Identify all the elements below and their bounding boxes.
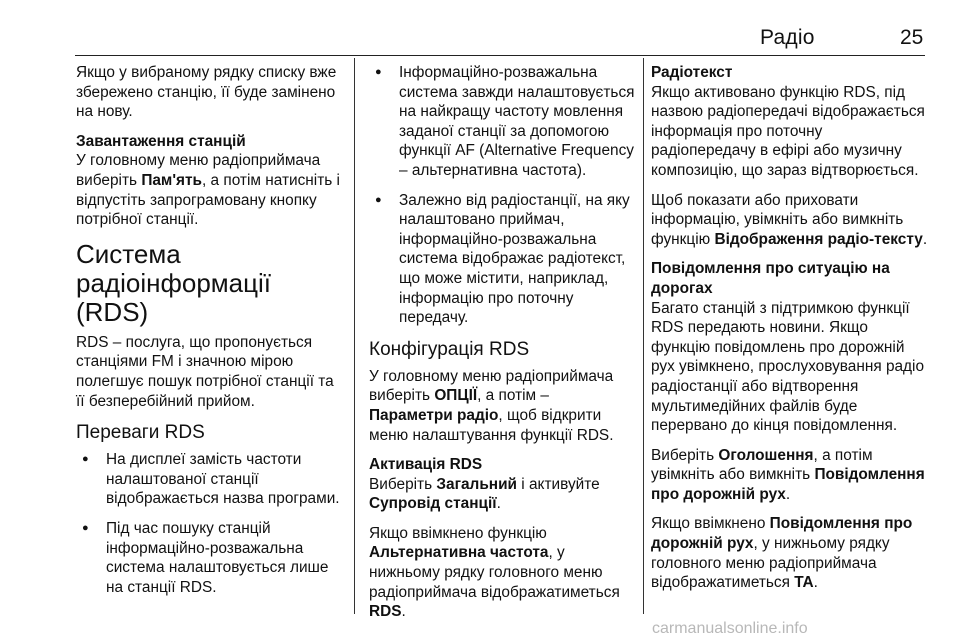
af-paragraph: Якщо ввімкнено функцію Альтернативна частота, у нижньому рядку головного меню радіоприймача відображатиметься RDS. — [369, 524, 620, 621]
list-item: ● Під час пошуку станцій інформаційно-розважальна система налаштовується лише на станції RDS. — [76, 519, 346, 597]
radiotext-section: Радіотекст Якщо активовано функцію RDS, під назвою радіопередачі відображається інформація про поточну радіопередачу в ефірі або музичну композицію, що зараз відтворюється. — [651, 63, 929, 181]
radiotext-toggle-paragraph: Щоб показати або приховати інформацію, увімкніть або вимкніть функцію Відображення радіо-тексту. — [651, 191, 928, 248]
page-header-title: Радіо — [760, 26, 815, 49]
benefits-heading: Переваги RDS — [76, 422, 205, 444]
download-stations-section: Завантаження станцій У головному меню радіоприймача виберіть Пам'ять, а потім натисніть і відпустіть запрограмовану кнопку потрібної станції. — [76, 132, 346, 230]
list-item: ● Інформаційно-розважальна система завжди налаштовується на найкращу частоту мовлення заданої станції за допомогою функції AF (Alternative Frequency – альтернативна частота). — [369, 63, 637, 181]
section-heading: Завантаження станцій — [76, 132, 246, 150]
config-heading: Конфігурація RDS — [369, 338, 530, 360]
benefits-list-continued — [369, 63, 637, 328]
benefits-list — [76, 450, 346, 597]
ta-paragraph: Якщо ввімкнено Повідомлення про дорожній рух, у нижньому рядку головного меню радіоприймача відображатиметься TA. — [651, 515, 913, 592]
column-divider — [643, 58, 644, 614]
column-divider — [354, 58, 355, 614]
column-middle — [369, 63, 637, 632]
rds-paragraph: RDS – послуга, що пропонується станціями FM і значною мірою полегшує пошук потрібної станції та її безперебійний прийом. — [76, 333, 334, 410]
column-right — [651, 63, 929, 603]
config-paragraph: У головному меню радіоприймача виберіть ОПЦІЇ, а потім – Параметри радіо, щоб відкрити меню налаштування функції RDS. — [369, 367, 614, 444]
section-heading: Радіотекст — [651, 64, 733, 81]
section-heading: Активація RDS — [369, 456, 483, 474]
column-left — [76, 63, 346, 607]
traffic-section: Повідомлення про ситуацію на дорогах Багато станцій з підтримкою функції RDS передають новини. Якщо функцію повідомлень про дорожній рух увімкнено, прослуховування радіо радіостанції або відтворення мультимедійних файлів буде перервано до кінця повідомлення. — [651, 259, 929, 435]
list-item: ● Залежно від радіостанції, на яку налаштовано приймач, інформаційно-розважальна система відображає радіотекст, що може містити, наприклад, інформацію про поточну передачу. — [369, 191, 637, 328]
activation-section: Активація RDS Виберіть Загальний і активуйте Супровід станції. — [369, 455, 637, 514]
traffic-select-paragraph: Виберіть Оголошення, а потім увімкніть або вимкніть Повідомлення про дорожній рух. — [651, 446, 925, 503]
list-item: ● На дисплеї замість частоти налаштованої станції відображається назва програми. — [76, 450, 346, 509]
intro-paragraph: Якщо у вибраному рядку списку вже збережено станцію, її буде замінено на нову. — [76, 64, 337, 121]
rds-heading: Система радіоінформації (RDS) — [76, 238, 271, 327]
page-number: 25 — [900, 26, 924, 49]
section-heading: Повідомлення про ситуацію на дорогах — [651, 260, 890, 297]
watermark: carmanualsonline.info — [652, 620, 808, 637]
header-divider — [75, 55, 925, 56]
